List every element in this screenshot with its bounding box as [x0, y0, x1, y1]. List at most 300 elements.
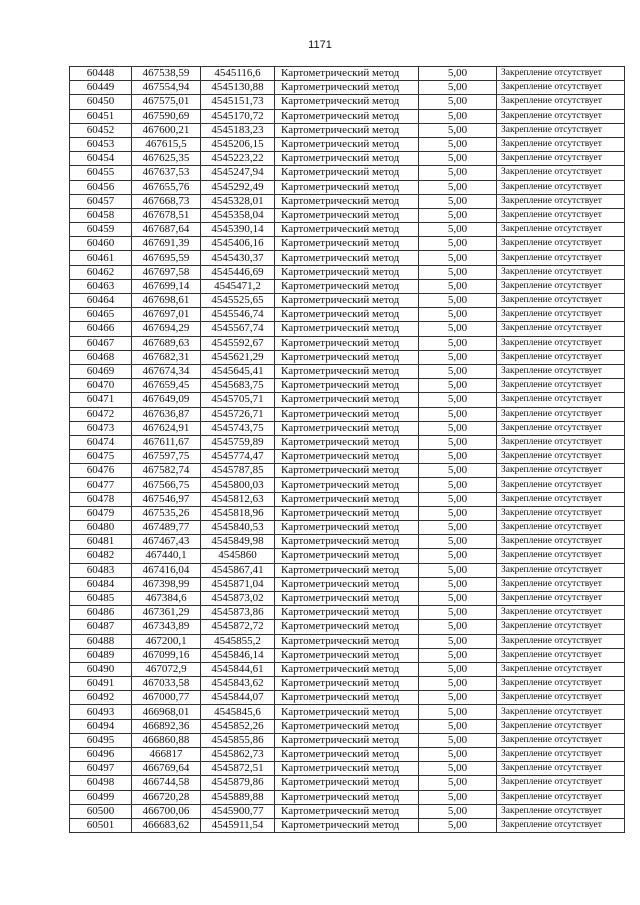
accuracy-cell: 5,00 [419, 152, 497, 166]
accuracy-cell: 5,00 [419, 606, 497, 620]
point-id-cell: 60472 [70, 407, 132, 421]
y-coordinate-cell: 4545818,96 [201, 506, 275, 520]
accuracy-cell: 5,00 [419, 719, 497, 733]
table-row [70, 563, 625, 577]
method-cell: Картометрический метод [275, 194, 419, 208]
fixing-note-cell: Закрепление отсутствует [497, 237, 625, 251]
method-cell: Картометрический метод [275, 705, 419, 719]
y-coordinate-cell: 4545843,62 [201, 677, 275, 691]
point-id-cell: 60501 [70, 818, 132, 832]
table-row [70, 662, 625, 676]
point-id-cell: 60492 [70, 691, 132, 705]
fixing-note-cell: Закрепление отсутствует [497, 379, 625, 393]
y-coordinate-cell: 4545645,41 [201, 364, 275, 378]
x-coordinate-cell: 467678,51 [132, 208, 201, 222]
fixing-note-cell: Закрепление отсутствует [497, 294, 625, 308]
x-coordinate-cell: 466968,01 [132, 705, 201, 719]
fixing-note-cell: Закрепление отсутствует [497, 393, 625, 407]
accuracy-cell: 5,00 [419, 464, 497, 478]
y-coordinate-cell: 4545206,15 [201, 137, 275, 151]
y-coordinate-cell: 4545130,88 [201, 81, 275, 95]
point-id-cell: 60496 [70, 748, 132, 762]
x-coordinate-cell: 467695,59 [132, 251, 201, 265]
fixing-note-cell: Закрепление отсутствует [497, 450, 625, 464]
table-row [70, 237, 625, 251]
fixing-note-cell: Закрепление отсутствует [497, 421, 625, 435]
table-row [70, 748, 625, 762]
y-coordinate-cell: 4545844,61 [201, 662, 275, 676]
fixing-note-cell: Закрепление отсутствует [497, 762, 625, 776]
fixing-note-cell: Закрепление отсутствует [497, 279, 625, 293]
y-coordinate-cell: 4545855,86 [201, 733, 275, 747]
y-coordinate-cell: 4545592,67 [201, 336, 275, 350]
fixing-note-cell: Закрепление отсутствует [497, 492, 625, 506]
x-coordinate-cell: 467649,09 [132, 393, 201, 407]
table-row [70, 790, 625, 804]
point-id-cell: 60485 [70, 591, 132, 605]
fixing-note-cell: Закрепление отсутствует [497, 691, 625, 705]
accuracy-cell: 5,00 [419, 748, 497, 762]
accuracy-cell: 5,00 [419, 208, 497, 222]
accuracy-cell: 5,00 [419, 620, 497, 634]
y-coordinate-cell: 4545855,2 [201, 634, 275, 648]
table-row [70, 591, 625, 605]
y-coordinate-cell: 4545774,47 [201, 450, 275, 464]
accuracy-cell: 5,00 [419, 450, 497, 464]
accuracy-cell: 5,00 [419, 166, 497, 180]
point-id-cell: 60459 [70, 223, 132, 237]
method-cell: Картометрический метод [275, 208, 419, 222]
fixing-note-cell: Закрепление отсутствует [497, 733, 625, 747]
x-coordinate-cell: 467611,67 [132, 435, 201, 449]
method-cell: Картометрический метод [275, 748, 419, 762]
method-cell: Картометрический метод [275, 521, 419, 535]
table-row [70, 336, 625, 350]
x-coordinate-cell: 467538,59 [132, 67, 201, 81]
method-cell: Картометрический метод [275, 790, 419, 804]
method-cell: Картометрический метод [275, 109, 419, 123]
point-id-cell: 60464 [70, 294, 132, 308]
table-row [70, 606, 625, 620]
method-cell: Картометрический метод [275, 719, 419, 733]
table-row [70, 478, 625, 492]
point-id-cell: 60476 [70, 464, 132, 478]
fixing-note-cell: Закрепление отсутствует [497, 577, 625, 591]
y-coordinate-cell: 4545800,03 [201, 478, 275, 492]
y-coordinate-cell: 4545860 [201, 549, 275, 563]
y-coordinate-cell: 4545358,04 [201, 208, 275, 222]
x-coordinate-cell: 467636,87 [132, 407, 201, 421]
x-coordinate-cell: 467697,01 [132, 308, 201, 322]
x-coordinate-cell: 467398,99 [132, 577, 201, 591]
y-coordinate-cell: 4545900,77 [201, 804, 275, 818]
fixing-note-cell: Закрепление отсутствует [497, 336, 625, 350]
coordinates-table [69, 66, 625, 833]
method-cell: Картометрический метод [275, 180, 419, 194]
method-cell: Картометрический метод [275, 591, 419, 605]
method-cell: Картометрический метод [275, 577, 419, 591]
x-coordinate-cell: 467072,9 [132, 662, 201, 676]
table-row [70, 152, 625, 166]
table-row [70, 804, 625, 818]
y-coordinate-cell: 4545683,75 [201, 379, 275, 393]
method-cell: Картометрический метод [275, 350, 419, 364]
accuracy-cell: 5,00 [419, 804, 497, 818]
fixing-note-cell: Закрепление отсутствует [497, 308, 625, 322]
accuracy-cell: 5,00 [419, 818, 497, 832]
point-id-cell: 60479 [70, 506, 132, 520]
fixing-note-cell: Закрепление отсутствует [497, 95, 625, 109]
accuracy-cell: 5,00 [419, 478, 497, 492]
x-coordinate-cell: 467600,21 [132, 123, 201, 137]
table-row [70, 818, 625, 832]
point-id-cell: 60448 [70, 67, 132, 81]
accuracy-cell: 5,00 [419, 762, 497, 776]
y-coordinate-cell: 4545471,2 [201, 279, 275, 293]
point-id-cell: 60462 [70, 265, 132, 279]
point-id-cell: 60490 [70, 662, 132, 676]
fixing-note-cell: Закрепление отсутствует [497, 535, 625, 549]
y-coordinate-cell: 4545873,02 [201, 591, 275, 605]
point-id-cell: 60457 [70, 194, 132, 208]
table-row [70, 435, 625, 449]
page-number: 1171 [308, 39, 332, 51]
method-cell: Картометрический метод [275, 379, 419, 393]
table-row [70, 109, 625, 123]
x-coordinate-cell: 467361,29 [132, 606, 201, 620]
accuracy-cell: 5,00 [419, 776, 497, 790]
table-row [70, 81, 625, 95]
point-id-cell: 60494 [70, 719, 132, 733]
x-coordinate-cell: 467615,5 [132, 137, 201, 151]
table-row [70, 95, 625, 109]
fixing-note-cell: Закрепление отсутствует [497, 563, 625, 577]
method-cell: Картометрический метод [275, 478, 419, 492]
y-coordinate-cell: 4545852,26 [201, 719, 275, 733]
table-row [70, 364, 625, 378]
accuracy-cell: 5,00 [419, 294, 497, 308]
y-coordinate-cell: 4545867,41 [201, 563, 275, 577]
accuracy-cell: 5,00 [419, 634, 497, 648]
fixing-note-cell: Закрепление отсутствует [497, 208, 625, 222]
method-cell: Картометрический метод [275, 393, 419, 407]
point-id-cell: 60456 [70, 180, 132, 194]
fixing-note-cell: Закрепление отсутствует [497, 620, 625, 634]
x-coordinate-cell: 467674,34 [132, 364, 201, 378]
y-coordinate-cell: 4545840,53 [201, 521, 275, 535]
point-id-cell: 60455 [70, 166, 132, 180]
fixing-note-cell: Закрепление отсутствует [497, 677, 625, 691]
method-cell: Картометрический метод [275, 265, 419, 279]
table-row [70, 251, 625, 265]
x-coordinate-cell: 466769,64 [132, 762, 201, 776]
point-id-cell: 60482 [70, 549, 132, 563]
fixing-note-cell: Закрепление отсутствует [497, 180, 625, 194]
point-id-cell: 60463 [70, 279, 132, 293]
method-cell: Картометрический метод [275, 308, 419, 322]
method-cell: Картометрический метод [275, 804, 419, 818]
method-cell: Картометрический метод [275, 549, 419, 563]
x-coordinate-cell: 467691,39 [132, 237, 201, 251]
method-cell: Картометрический метод [275, 322, 419, 336]
point-id-cell: 60478 [70, 492, 132, 506]
y-coordinate-cell: 4545546,74 [201, 308, 275, 322]
method-cell: Картометрический метод [275, 279, 419, 293]
table-row [70, 492, 625, 506]
accuracy-cell: 5,00 [419, 223, 497, 237]
method-cell: Картометрический метод [275, 492, 419, 506]
table-row [70, 421, 625, 435]
point-id-cell: 60497 [70, 762, 132, 776]
fixing-note-cell: Закрепление отсутствует [497, 818, 625, 832]
fixing-note-cell: Закрепление отсутствует [497, 790, 625, 804]
fixing-note-cell: Закрепление отсутствует [497, 364, 625, 378]
accuracy-cell: 5,00 [419, 364, 497, 378]
y-coordinate-cell: 4545846,14 [201, 648, 275, 662]
x-coordinate-cell: 467655,76 [132, 180, 201, 194]
y-coordinate-cell: 4545787,85 [201, 464, 275, 478]
x-coordinate-cell: 467699,14 [132, 279, 201, 293]
accuracy-cell: 5,00 [419, 577, 497, 591]
fixing-note-cell: Закрепление отсутствует [497, 166, 625, 180]
fixing-note-cell: Закрепление отсутствует [497, 549, 625, 563]
accuracy-cell: 5,00 [419, 705, 497, 719]
accuracy-cell: 5,00 [419, 535, 497, 549]
point-id-cell: 60466 [70, 322, 132, 336]
fixing-note-cell: Закрепление отсутствует [497, 648, 625, 662]
x-coordinate-cell: 466744,58 [132, 776, 201, 790]
y-coordinate-cell: 4545726,71 [201, 407, 275, 421]
point-id-cell: 60452 [70, 123, 132, 137]
y-coordinate-cell: 4545705,71 [201, 393, 275, 407]
x-coordinate-cell: 466817 [132, 748, 201, 762]
y-coordinate-cell: 4545844,07 [201, 691, 275, 705]
method-cell: Картометрический метод [275, 152, 419, 166]
y-coordinate-cell: 4545621,29 [201, 350, 275, 364]
y-coordinate-cell: 4545390,14 [201, 223, 275, 237]
y-coordinate-cell: 4545247,94 [201, 166, 275, 180]
method-cell: Картометрический метод [275, 407, 419, 421]
x-coordinate-cell: 467546,97 [132, 492, 201, 506]
x-coordinate-cell: 467033,58 [132, 677, 201, 691]
method-cell: Картометрический метод [275, 450, 419, 464]
point-id-cell: 60467 [70, 336, 132, 350]
accuracy-cell: 5,00 [419, 506, 497, 520]
y-coordinate-cell: 4545525,65 [201, 294, 275, 308]
table-row [70, 194, 625, 208]
table-row [70, 648, 625, 662]
y-coordinate-cell: 4545759,89 [201, 435, 275, 449]
table-row [70, 506, 625, 520]
accuracy-cell: 5,00 [419, 308, 497, 322]
method-cell: Картометрический метод [275, 620, 419, 634]
y-coordinate-cell: 4545743,75 [201, 421, 275, 435]
table-row [70, 776, 625, 790]
table-row [70, 691, 625, 705]
x-coordinate-cell: 466683,62 [132, 818, 201, 832]
x-coordinate-cell: 467200,1 [132, 634, 201, 648]
accuracy-cell: 5,00 [419, 733, 497, 747]
y-coordinate-cell: 4545292,49 [201, 180, 275, 194]
fixing-note-cell: Закрепление отсутствует [497, 265, 625, 279]
accuracy-cell: 5,00 [419, 435, 497, 449]
fixing-note-cell: Закрепление отсутствует [497, 776, 625, 790]
point-id-cell: 60450 [70, 95, 132, 109]
table-row [70, 549, 625, 563]
y-coordinate-cell: 4545845,6 [201, 705, 275, 719]
x-coordinate-cell: 467343,89 [132, 620, 201, 634]
y-coordinate-cell: 4545116,6 [201, 67, 275, 81]
table-row [70, 762, 625, 776]
point-id-cell: 60470 [70, 379, 132, 393]
point-id-cell: 60451 [70, 109, 132, 123]
method-cell: Картометрический метод [275, 776, 419, 790]
table-row [70, 677, 625, 691]
accuracy-cell: 5,00 [419, 691, 497, 705]
point-id-cell: 60480 [70, 521, 132, 535]
accuracy-cell: 5,00 [419, 279, 497, 293]
point-id-cell: 60458 [70, 208, 132, 222]
table-row [70, 265, 625, 279]
method-cell: Картометрический метод [275, 421, 419, 435]
fixing-note-cell: Закрепление отсутствует [497, 350, 625, 364]
y-coordinate-cell: 4545872,72 [201, 620, 275, 634]
y-coordinate-cell: 4545430,37 [201, 251, 275, 265]
method-cell: Картометрический метод [275, 563, 419, 577]
x-coordinate-cell: 467625,35 [132, 152, 201, 166]
y-coordinate-cell: 4545879,86 [201, 776, 275, 790]
point-id-cell: 60481 [70, 535, 132, 549]
point-id-cell: 60454 [70, 152, 132, 166]
x-coordinate-cell: 467575,01 [132, 95, 201, 109]
accuracy-cell: 5,00 [419, 180, 497, 194]
table-row [70, 322, 625, 336]
method-cell: Картометрический метод [275, 606, 419, 620]
method-cell: Картометрический метод [275, 464, 419, 478]
accuracy-cell: 5,00 [419, 393, 497, 407]
method-cell: Картометрический метод [275, 662, 419, 676]
fixing-note-cell: Закрепление отсутствует [497, 506, 625, 520]
accuracy-cell: 5,00 [419, 81, 497, 95]
x-coordinate-cell: 467554,94 [132, 81, 201, 95]
x-coordinate-cell: 466720,28 [132, 790, 201, 804]
x-coordinate-cell: 467682,31 [132, 350, 201, 364]
x-coordinate-cell: 467597,75 [132, 450, 201, 464]
point-id-cell: 60475 [70, 450, 132, 464]
point-id-cell: 60489 [70, 648, 132, 662]
x-coordinate-cell: 467440,1 [132, 549, 201, 563]
y-coordinate-cell: 4545170,72 [201, 109, 275, 123]
fixing-note-cell: Закрепление отсутствует [497, 109, 625, 123]
accuracy-cell: 5,00 [419, 67, 497, 81]
point-id-cell: 60460 [70, 237, 132, 251]
fixing-note-cell: Закрепление отсутствует [497, 804, 625, 818]
accuracy-cell: 5,00 [419, 563, 497, 577]
accuracy-cell: 5,00 [419, 95, 497, 109]
accuracy-cell: 5,00 [419, 336, 497, 350]
table-row [70, 535, 625, 549]
x-coordinate-cell: 467689,63 [132, 336, 201, 350]
table-row [70, 308, 625, 322]
method-cell: Картометрический метод [275, 648, 419, 662]
table-row [70, 521, 625, 535]
point-id-cell: 60453 [70, 137, 132, 151]
fixing-note-cell: Закрепление отсутствует [497, 81, 625, 95]
method-cell: Картометрический метод [275, 336, 419, 350]
point-id-cell: 60484 [70, 577, 132, 591]
fixing-note-cell: Закрепление отсутствует [497, 606, 625, 620]
x-coordinate-cell: 467489,77 [132, 521, 201, 535]
y-coordinate-cell: 4545911,54 [201, 818, 275, 832]
x-coordinate-cell: 467659,45 [132, 379, 201, 393]
point-id-cell: 60487 [70, 620, 132, 634]
table-row [70, 294, 625, 308]
x-coordinate-cell: 466700,06 [132, 804, 201, 818]
accuracy-cell: 5,00 [419, 350, 497, 364]
table-row [70, 350, 625, 364]
table-row [70, 719, 625, 733]
fixing-note-cell: Закрепление отсутствует [497, 152, 625, 166]
point-id-cell: 60498 [70, 776, 132, 790]
accuracy-cell: 5,00 [419, 322, 497, 336]
x-coordinate-cell: 467637,53 [132, 166, 201, 180]
method-cell: Картометрический метод [275, 634, 419, 648]
table-row [70, 620, 625, 634]
point-id-cell: 60477 [70, 478, 132, 492]
point-id-cell: 60499 [70, 790, 132, 804]
method-cell: Картометрический метод [275, 818, 419, 832]
point-id-cell: 60483 [70, 563, 132, 577]
y-coordinate-cell: 4545872,51 [201, 762, 275, 776]
method-cell: Картометрический метод [275, 294, 419, 308]
point-id-cell: 60461 [70, 251, 132, 265]
accuracy-cell: 5,00 [419, 251, 497, 265]
method-cell: Картометрический метод [275, 137, 419, 151]
table-row [70, 137, 625, 151]
point-id-cell: 60469 [70, 364, 132, 378]
table-row [70, 705, 625, 719]
accuracy-cell: 5,00 [419, 407, 497, 421]
accuracy-cell: 5,00 [419, 109, 497, 123]
x-coordinate-cell: 467624,91 [132, 421, 201, 435]
table-row [70, 733, 625, 747]
x-coordinate-cell: 467416,04 [132, 563, 201, 577]
table-row [70, 407, 625, 421]
fixing-note-cell: Закрепление отсутствует [497, 407, 625, 421]
accuracy-cell: 5,00 [419, 137, 497, 151]
method-cell: Картометрический метод [275, 506, 419, 520]
y-coordinate-cell: 4545446,69 [201, 265, 275, 279]
fixing-note-cell: Закрепление отсутствует [497, 123, 625, 137]
coordinates-table-body [70, 67, 625, 833]
point-id-cell: 60471 [70, 393, 132, 407]
fixing-note-cell: Закрепление отсутствует [497, 521, 625, 535]
fixing-note-cell: Закрепление отсутствует [497, 322, 625, 336]
x-coordinate-cell: 467535,26 [132, 506, 201, 520]
fixing-note-cell: Закрепление отсутствует [497, 591, 625, 605]
point-id-cell: 60493 [70, 705, 132, 719]
accuracy-cell: 5,00 [419, 591, 497, 605]
method-cell: Картометрический метод [275, 123, 419, 137]
fixing-note-cell: Закрепление отсутствует [497, 634, 625, 648]
table-row [70, 577, 625, 591]
x-coordinate-cell: 467566,75 [132, 478, 201, 492]
fixing-note-cell: Закрепление отсутствует [497, 705, 625, 719]
accuracy-cell: 5,00 [419, 677, 497, 691]
point-id-cell: 60495 [70, 733, 132, 747]
accuracy-cell: 5,00 [419, 237, 497, 251]
point-id-cell: 60486 [70, 606, 132, 620]
